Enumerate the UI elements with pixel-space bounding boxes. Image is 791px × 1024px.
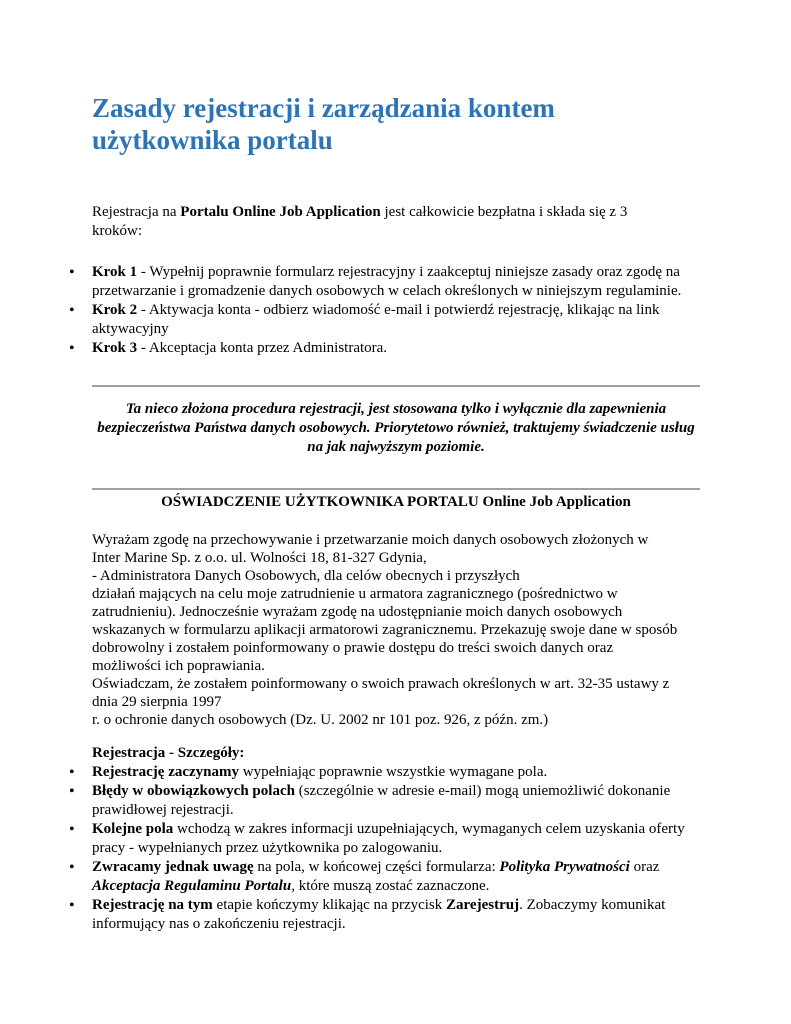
details-list	[92, 763, 700, 934]
security-note: Ta nieco złożona procedura rejestracji, jest stosowana tylko i wyłącznie dla zapewnienia bezpieczeństwa Państwa danych osobowych. Priorytetowo również, traktujemy świadczenie usług na jak najwyższym poziomie.	[97, 401, 695, 455]
terms-acceptance-label: Akceptacja Regulaminu Portalu	[92, 878, 292, 894]
detail-text: , które muszą zostać zaznaczone.	[291, 878, 490, 894]
divider	[92, 385, 700, 387]
declaration-line: dnia 29 sierpnia 1997	[92, 694, 222, 710]
step-text: - Aktywacja konta - odbierz wiadomość e-mail i potwierdź rejestrację, klikając na link aktywacyjny	[92, 302, 660, 337]
details-heading: Rejestracja - Szczegóły:	[92, 745, 245, 761]
step-text: - Wypełnij poprawnie formularz rejestracyjny i zaakceptuj niniejsze zasady oraz zgodę na przetwarzanie i gromadzenie danych osobowych w celach określonych w niniejszym regulaminie.	[92, 264, 682, 299]
privacy-policy-label: Polityka Prywatności	[499, 859, 630, 875]
list-item	[92, 339, 700, 358]
step-label: Krok 3	[92, 340, 138, 356]
detail-text: wchodzą w zakres informacji uzupełniających, wymaganych celem uzyskania oferty pracy - wypełnianych przez użytkownika po zalogowaniu.	[92, 821, 685, 856]
list-item	[92, 820, 700, 858]
declaration-title-bold: OŚWIADCZENIE UŻYTKOWNIKA PORTALU	[161, 494, 479, 510]
list-item	[92, 782, 700, 820]
declaration-line: zatrudnieniu). Jednocześnie wyrażam zgodę na udostępnianie moich danych osobowych	[92, 604, 623, 620]
page-title: Zasady rejestracji i zarządzania kontem użytkownika portalu	[92, 93, 555, 155]
declaration-line: Oświadczam, że zostałem poinformowany o swoich prawach określonych w art. 32-35 ustawy z	[92, 676, 670, 692]
divider	[92, 488, 700, 490]
declaration-line: r. o ochronie danych osobowych (Dz. U. 2002 nr 101 poz. 926, z późn. zm.)	[92, 712, 549, 728]
declaration-title	[92, 493, 700, 512]
detail-bold: Rejestrację zaczynamy	[92, 764, 240, 780]
list-item	[92, 896, 700, 934]
list-item	[92, 858, 700, 896]
list-item	[92, 763, 700, 782]
intro-text-end: jest całkowicie bezpłatna i składa się z 3 kroków:	[92, 204, 628, 239]
declaration-line: - Administratora Danych Osobowych, dla celów obecnych i przyszłych	[92, 568, 520, 584]
list-item	[92, 301, 700, 339]
detail-bold: Kolejne pola	[92, 821, 174, 837]
intro-portal-name: Portalu Online Job Application	[180, 204, 381, 220]
declaration-line: Wyrażam zgodę na przechowywanie i przetwarzanie moich danych osobowych złożonych w	[92, 532, 649, 548]
step-label: Krok 1	[92, 264, 138, 280]
detail-text: oraz	[629, 859, 660, 875]
detail-text: etapie kończymy klikając na przycisk	[212, 897, 447, 913]
declaration-line: wskazanych w formularzu aplikacji armatorowi zagranicznemu. Przekazuję swoje dane w sposób	[92, 622, 678, 638]
registration-steps-list	[92, 263, 700, 358]
declaration-line: działań mających na celu moje zatrudnienie u armatora zagranicznego (pośrednictwo w	[92, 586, 618, 602]
detail-text: wypełniając poprawnie wszystkie wymagane pola.	[239, 764, 548, 780]
declaration-line: Inter Marine Sp. z o.o. ul. Wolności 18, 81-327 Gdynia,	[92, 550, 427, 566]
list-item	[92, 263, 700, 301]
declaration-text	[92, 531, 702, 729]
detail-bold: Zwracamy jednak uwagę	[92, 859, 254, 875]
step-label: Krok 2	[92, 302, 138, 318]
step-text: - Akceptacja konta przez Administratora.	[137, 340, 388, 356]
detail-text: (szczególnie w adresie e-mail) mogą uniemożliwić dokonanie prawidłowej rejestracji.	[92, 783, 671, 818]
declaration-line: dobrowolny i zostałem poinformowany o prawie dostępu do treści swoich danych oraz	[92, 640, 614, 656]
intro-text: Rejestracja na	[92, 204, 181, 220]
declaration-line: możliwości ich poprawiania.	[92, 658, 265, 674]
register-button-name: Zarejestruj	[446, 897, 520, 913]
detail-bold: Błędy w obowiązkowych polach	[92, 783, 295, 799]
detail-text: na pola, w końcowej części formularza:	[253, 859, 500, 875]
declaration-title-rest: Online Job Application	[478, 494, 631, 510]
intro-paragraph	[92, 203, 672, 241]
detail-bold: Rejestrację na tym	[92, 897, 213, 913]
detail-text: . Zobaczymy komunikat informujący nas o zakończeniu rejestracji.	[92, 897, 666, 932]
